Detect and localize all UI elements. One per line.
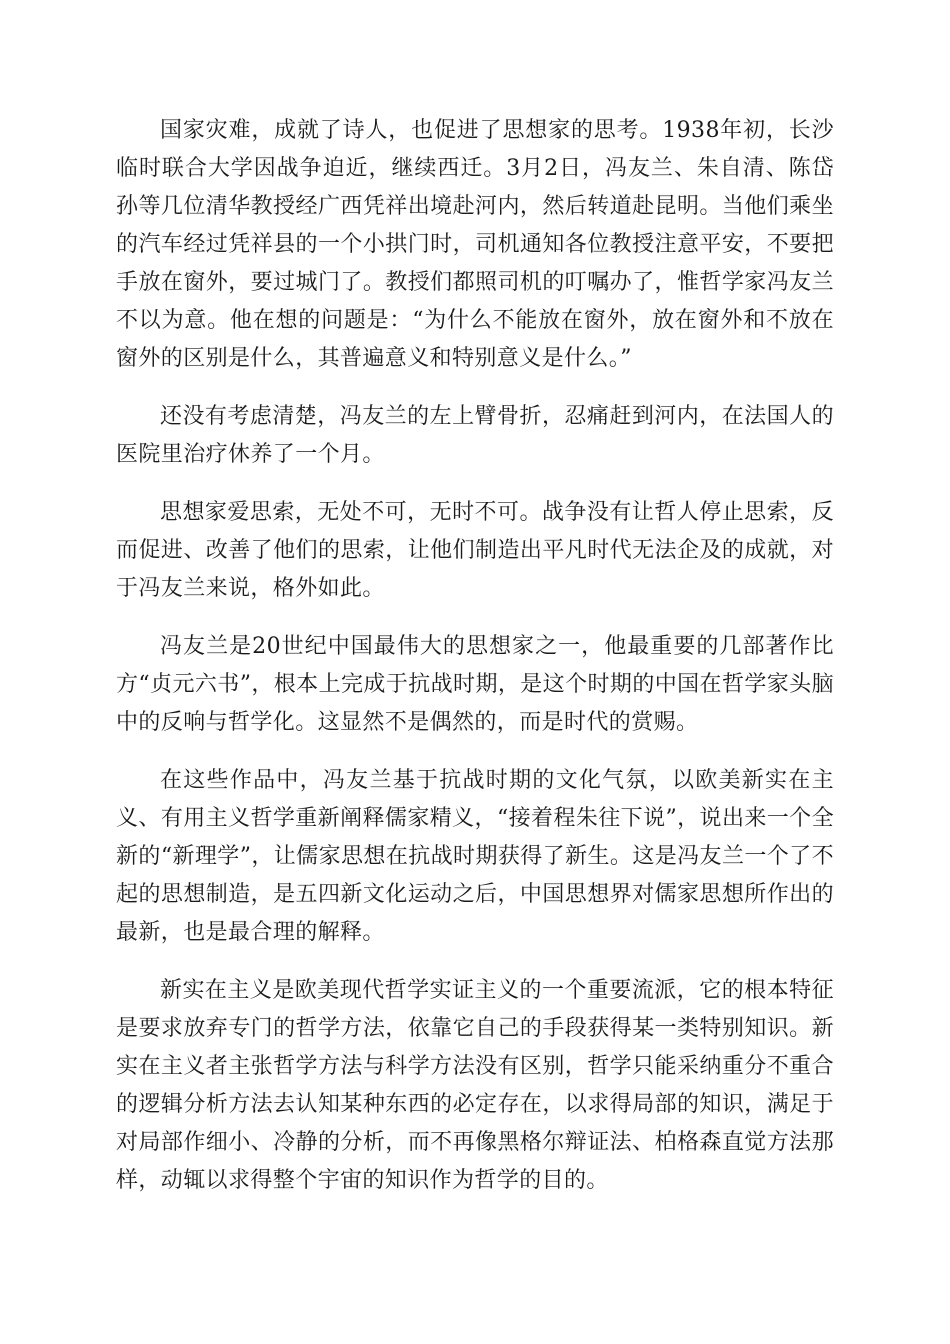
paragraph-5: 在这些作品中，冯友兰基于抗战时期的文化气氛，以欧美新实在主义、有用主义哲学重新阐释儒家精义，“接着程朱往下说”，说出来一个全新的“新理学”，让儒家思想在抗战时期获得了新生。这是冯友兰一个了不起的思想制造，是五四新文化运动之后，中国思想界对儒家思想所作出的最新，也是最合理的解释。 bbox=[116, 768, 834, 945]
document-body bbox=[116, 112, 834, 1220]
paragraph-6: 新实在主义是欧美现代哲学实证主义的一个重要流派，它的根本特征是要求放弃专门的哲学方法，依靠它自己的手段获得某一类特别知识。新实在主义者主张哲学方法与科学方法没有区别，哲学只能采纳重分不重合的逻辑分析方法去认知某种东西的必定存在，以求得局部的知识，满足于对局部作细小、冷静的分析，而不再像黑格尔辩证法、柏格森直觉方法那样，动辄以求得整个宇宙的知识作为哲学的目的。 bbox=[116, 978, 834, 1193]
paragraph-3: 思想家爱思索，无处不可，无时不可。战争没有让哲人停止思索，反而促进、改善了他们的思索，让他们制造出平凡时代无法企及的成就，对于冯友兰来说，格外如此。 bbox=[116, 500, 834, 601]
paragraph-2: 还没有考虑清楚，冯友兰的左上臂骨折，忍痛赶到河内，在法国人的医院里治疗休养了一个月。 bbox=[116, 404, 834, 467]
paragraph-4: 冯友兰是20世纪中国最伟大的思想家之一，他最重要的几部著作比方“贞元六书”，根本上完成于抗战时期，是这个时期的中国在哲学家头脑中的反响与哲学化。这显然不是偶然的，而是时代的赏赐。 bbox=[116, 634, 834, 735]
paragraph-1: 国家灾难，成就了诗人，也促进了思想家的思考。1938年初，长沙临时联合大学因战争迫近，继续西迁。3月2日，冯友兰、朱自清、陈岱孙等几位清华教授经广西凭祥出境赴河内，然后转道赴昆明。当他们乘坐的汽车经过凭祥县的一个小拱门时，司机通知各位教授注意平安，不要把手放在窗外，要过城门了。教授们都照司机的叮嘱办了，惟哲学家冯友兰不以为意。他在想的问题是：“为什么不能放在窗外，放在窗外和不放在窗外的区别是什么，其普遍意义和特别意义是什么。” bbox=[116, 118, 834, 371]
